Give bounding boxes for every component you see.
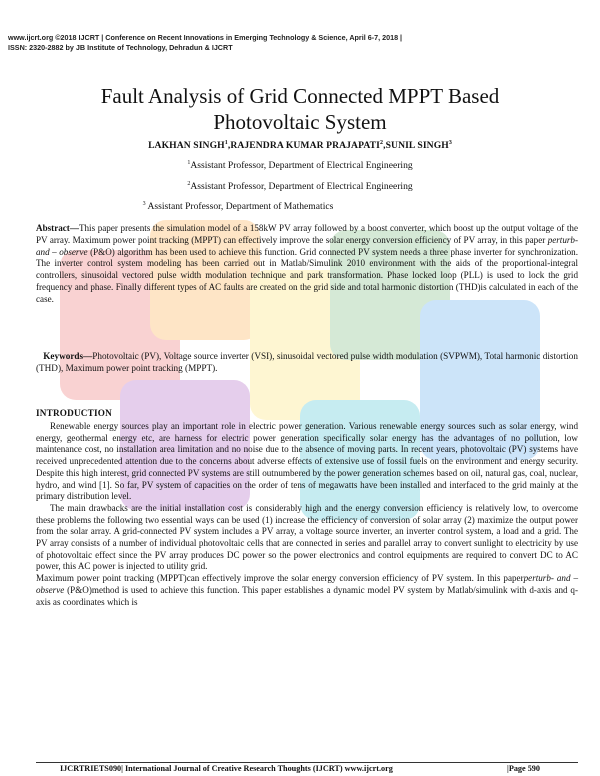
title-line-2: Photovoltaic System — [213, 110, 387, 134]
section-heading-introduction: INTRODUCTION — [36, 408, 112, 418]
abstract-label: Abstract— — [36, 223, 79, 233]
keywords — [36, 351, 578, 375]
author-sup: 3 — [448, 139, 452, 146]
affiliation-3: $^3$ Assistant Professor, Department of Mathematics — [142, 200, 334, 212]
header-line-1: www.ijcrt.org ©2018 IJCRT | Conference on Recent Innovations in Emerging Technology & Science, April 6-7, 2018 | — [8, 33, 403, 42]
keywords-text: Photovoltaic (PV), Voltage source inverter (VSI), sinusoidal vectored pulse width modulation (SVPWM), Total harmonic distortion (THD), Maximum power point tracking (MPPT). — [36, 351, 578, 373]
affiliation-1: $^1$Assistant Professor, Department of Electrical Engineering — [187, 159, 413, 171]
running-header — [8, 33, 598, 53]
paper-title — [0, 83, 600, 135]
author-name: LAKHAN SINGH — [148, 140, 225, 151]
author-sup: 2 — [380, 139, 384, 146]
author-name: RAJENDRA KUMAR PRAJAPATI — [230, 140, 380, 151]
author-sup: 1 — [224, 139, 228, 146]
footer-journal: IJCRTRIETS090| International Journal of Creative Research Thoughts (IJCRT) www.ijcrt.org — [60, 764, 393, 773]
abstract-text-2: (P&O) algorithm has been used to achieve this function. Grid connected PV system needs a three phase inverter for synchronization. The inverter control system modeling has been carried out in Matlab/Simulink 2010 environment with the aids of the proportional-integral controllers, sinusoidal vectored pulse width modulation technique and park transformation. Phase locked loop (PLL) is used to lock the grid frequency and phase. Finally different types of AC faults are created on the grid side and total harmonic distortion (THD)is calculated in each of the case. — [36, 246, 579, 304]
footer-page-number: |Page 590 — [507, 764, 540, 773]
intro-paragraph-3: Maximum power point tracking (MPPT)can effectively improve the solar energy conversion efficiency of PV system. In this paperperturb- and – observe (P&O)method is used to achieve this function. This paper establishes a dynamic model PV system by Matlab/simulink with d-axis and q-axis as coordinates which is — [36, 573, 579, 607]
page-footer — [60, 764, 540, 773]
author-list: LAKHAN SINGH$^1$,RAJENDRA KUMAR PRAJAPATI$^2$,SUNIL SINGH$^3$ — [148, 139, 452, 151]
title-line-1: Fault Analysis of Grid Connected MPPT Based — [100, 84, 500, 108]
intro-paragraph-2: The main drawbacks are the initial installation cost is considerably high and the energy conversion efficiency is relatively low, to overcome these problems the following two essential ways can be used (1) increase the efficiency of conversion of solar array (2) maximize the output power from the solar array. A grid-connected PV system includes a PV array, a voltage source inverter, an inverter control system, a load and a grid. The PV array consists of a number of individual photovoltaic cells that are connected in series and parallel array to convert sunlight to electricity by use of photovoltaic effect since the PV array produces DC power so the power electronics and control equipments are required to convert DC to AC power, this AC power is injected to utility grid. — [36, 502, 578, 572]
abstract-text-1: This paper presents the simulation model of a 158kW PV array followed by a boost converter, which boost up the output voltage of the PV array. Maximum power point tracking (MPPT) can effectively improve the solar energy conversion efficiency of PV array, in this paper — [36, 223, 578, 245]
abstract — [36, 223, 578, 306]
footer-rule — [36, 762, 578, 763]
author-name: SUNIL SINGH — [385, 140, 449, 151]
affiliation-2: $^2$Assistant Professor, Department of Electrical Engineering — [187, 180, 413, 192]
header-line-2: ISSN: 2320-2882 by JB Institute of Technology, Dehradun & IJCRT — [8, 43, 233, 52]
keywords-label: Keywords— — [43, 351, 93, 361]
abstract-italic: perturb- and – observe — [36, 234, 578, 257]
introduction-body — [36, 421, 578, 608]
intro-paragraph-1: Renewable energy sources play an important role in electric power generation. Various renewable energy sources such as solar energy, wind energy, geothermal energy etc, are harness for electric power generation specifically solar energy has the advantages of no pollution, low maintenance cost, no installation area limitation and no noise due to the absence of moving parts. In recent years, photovoltaic (PV) systems have received unprecedented attention due to the concerns about adverse effects of extensive use of fossil fuels on the environment and energy security. Despite this high interest, grid connected PV systems are still outnumbered by the power generation schemes based on oil, natural gas, coal, nuclear, hydro, and wind [1]. So far, PV system of capacities on the order of tens of megawatts have been installed and interfaced to the grid mainly at the primary distribution level. — [36, 421, 578, 502]
